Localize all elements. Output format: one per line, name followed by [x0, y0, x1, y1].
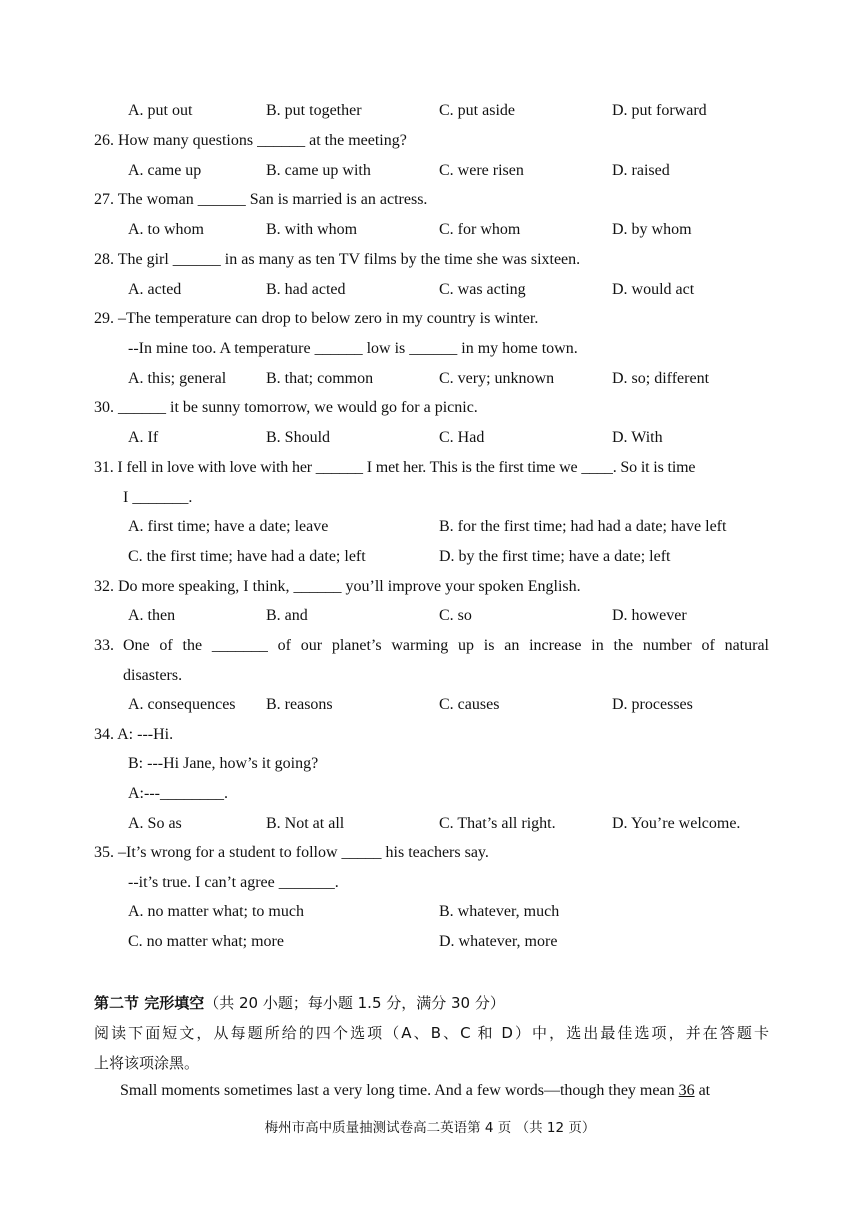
- question-26-stem: 26. How many questions ______ at the meeting?: [94, 132, 407, 149]
- question-31-stem: 31. I fell in love with love with her ______ I met her. This is the first time we ____. So it is time: [94, 459, 696, 476]
- question-28-option-a: A. acted: [128, 281, 182, 298]
- question-32-option-d: D. however: [612, 607, 687, 624]
- question-34-dialog-b: B: ---Hi Jane, how’s it going?: [128, 755, 319, 772]
- question-29-reply: --In mine too. A temperature ______ low is ______ in my home town.: [128, 340, 578, 357]
- question-28-stem: 28. The girl ______ in as many as ten TV films by the time she was sixteen.: [94, 251, 581, 268]
- question-35-reply: --it’s true. I can’t agree _______.: [128, 874, 339, 891]
- question-34-stem: 34. A: ---Hi.: [94, 726, 174, 743]
- question-34-option-b: B. Not at all: [266, 815, 345, 832]
- question-33-option-d: D. processes: [612, 696, 693, 713]
- question-33-stem-cont: disasters.: [123, 667, 183, 684]
- question-26-option-d: D. raised: [612, 162, 670, 179]
- question-27-option-c: C. for whom: [439, 221, 521, 238]
- question-27-option-a: A. to whom: [128, 221, 204, 238]
- passage-first-line: [120, 1082, 710, 1100]
- question-33-option-c: C. causes: [439, 696, 500, 713]
- question-33-number: 33.: [94, 637, 114, 654]
- option-c: C. put aside: [439, 102, 515, 119]
- question-31-stem-cont: I _______.: [123, 489, 193, 506]
- option-d: D. put forward: [612, 102, 707, 119]
- question-35-option-a: A. no matter what; to much: [128, 903, 304, 920]
- question-27-stem: 27. The woman ______ San is married is an actress.: [94, 191, 428, 208]
- section-info: （共 20 小题；每小题 1.5 分，满分 30 分）: [204, 994, 505, 1012]
- question-29-option-a: A. this; general: [128, 370, 227, 387]
- question-34-option-c: C. That’s all right.: [439, 815, 556, 832]
- question-27-option-b: B. with whom: [266, 221, 358, 238]
- question-35-option-c: C. no matter what; more: [128, 933, 284, 950]
- question-30-option-b: B. Should: [266, 429, 331, 446]
- question-35-stem: 35. –It’s wrong for a student to follow _____ his teachers say.: [94, 844, 489, 861]
- question-33-option-a: A. consequences: [128, 696, 236, 713]
- section-instruction-line-1: 阅读下面短文，从每题所给的四个选项（A、B、C 和 D）中，选出最佳选项，并在答题卡: [94, 1024, 769, 1042]
- section-instruction-line-2: 上将该项涂黑。: [94, 1054, 200, 1072]
- passage-text-end: at: [694, 1082, 711, 1099]
- question-29-option-d: D. so; different: [612, 370, 710, 387]
- question-33-stem: One of the _______ of our planet’s warming up is an increase in the number of natural: [123, 637, 769, 654]
- question-35-option-d: D. whatever, more: [439, 933, 558, 950]
- question-34-option-d: D. You’re welcome.: [612, 815, 741, 832]
- question-33-option-b: B. reasons: [266, 696, 333, 713]
- question-31-option-b: B. for the first time; had had a date; have left: [439, 518, 727, 535]
- question-26-option-a: A. came up: [128, 162, 202, 179]
- section-title: 第二节 完形填空: [94, 994, 205, 1012]
- question-32-option-b: B. and: [266, 607, 308, 624]
- question-29-stem: 29. –The temperature can drop to below zero in my country is winter.: [94, 310, 539, 327]
- option-a: A. put out: [128, 102, 193, 119]
- blank-36: 36: [678, 1082, 695, 1099]
- question-30-stem: 30. ______ it be sunny tomorrow, we would go for a picnic.: [94, 399, 478, 416]
- option-b: B. put together: [266, 102, 362, 119]
- question-31-option-a: A. first time; have a date; leave: [128, 518, 329, 535]
- question-34-dialog-a: A:---________.: [128, 785, 228, 802]
- passage-text: Small moments sometimes last a very long time. And a few words—though they mean: [120, 1082, 679, 1099]
- question-32-option-c: C. so: [439, 607, 472, 624]
- question-28-option-c: C. was acting: [439, 281, 526, 298]
- question-30-option-d: D. With: [612, 429, 663, 446]
- question-26-option-c: C. were risen: [439, 162, 524, 179]
- question-31-option-d: D. by the first time; have a date; left: [439, 548, 671, 565]
- question-29-option-c: C. very; unknown: [439, 370, 555, 387]
- question-26-option-b: B. came up with: [266, 162, 371, 179]
- question-34-option-a: A. So as: [128, 815, 182, 832]
- question-31-option-c: C. the first time; have had a date; left: [128, 548, 366, 565]
- question-32-stem: 32. Do more speaking, I think, ______ you’ll improve your spoken English.: [94, 578, 581, 595]
- question-28-option-d: D. would act: [612, 281, 695, 298]
- question-30-option-c: C. Had: [439, 429, 485, 446]
- question-35-option-b: B. whatever, much: [439, 903, 560, 920]
- page-footer: 梅州市高中质量抽测试卷高二英语第 4 页 （共 12 页）: [264, 1120, 596, 1136]
- question-28-option-b: B. had acted: [266, 281, 346, 298]
- question-32-option-a: A. then: [128, 607, 176, 624]
- question-30-option-a: A. If: [128, 429, 159, 446]
- section-heading: [94, 992, 505, 1013]
- question-27-option-d: D. by whom: [612, 221, 692, 238]
- question-29-option-b: B. that; common: [266, 370, 374, 387]
